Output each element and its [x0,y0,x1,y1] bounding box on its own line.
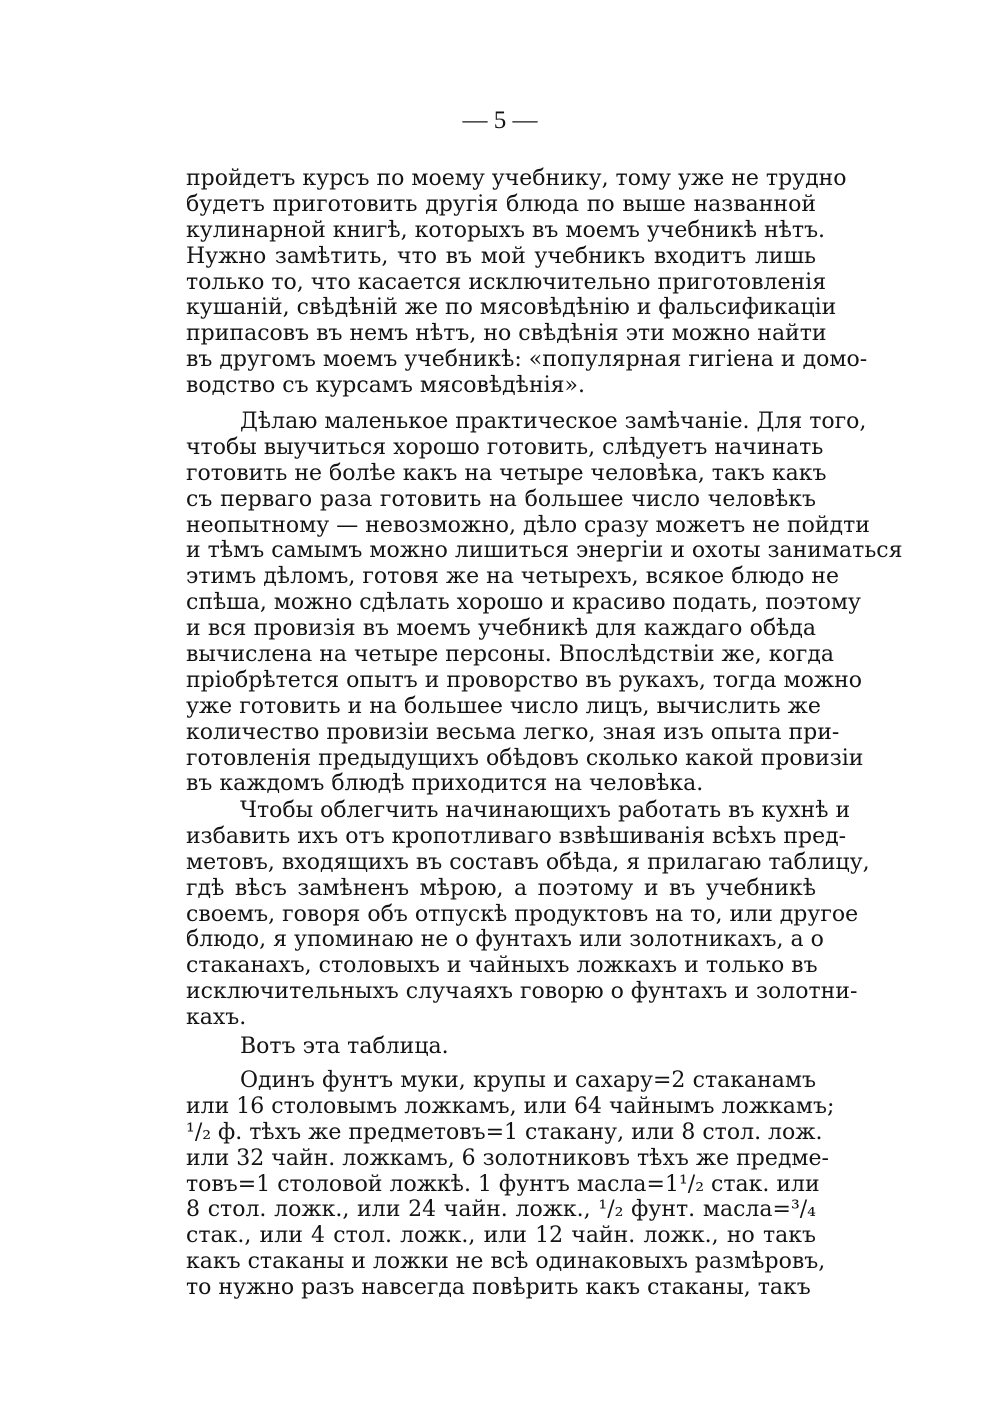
text-line: кулинарной книгѣ, которыхъ въ моемъ учебникѣ нѣтъ. [186,217,826,243]
text-line: съ перваго раза готовить на большее число человѣкъ [186,486,816,512]
text-line: чтобы выучиться хорошо готовить, слѣдуетъ начинать [186,434,824,460]
text-line: въ каждомъ блюдѣ приходится на человѣка. [186,771,704,797]
text-line: стак., или 4 стол. ложк., или 12 чайн. ложк., но такъ [186,1223,816,1249]
text-line: или 32 чайн. ложкамъ, 6 золотниковъ тѣхъ же предме- [186,1145,829,1171]
page-number: — 5 — [462,107,538,134]
paragraph-5 [186,1068,835,1301]
text-line: или 16 столовымъ ложкамъ, или 64 чайнымъ ложкамъ; [186,1093,835,1119]
text-line: въ другомъ моемъ учебникѣ: «популярная гигіена и домо- [186,347,868,373]
text-line: припасовъ въ немъ нѣтъ, но свѣдѣнія эти можно найти [186,321,827,347]
text-line: блюдо, я упоминаю не о фунтахъ или золотникахъ, а о [186,927,824,953]
text-line: готовленія предыдущихъ обѣдовъ сколько какой провизіи [186,745,864,771]
text-line: гдѣ вѣсъ замѣненъ мѣрою, а поэтому и въ учебникѣ [186,875,816,901]
text-line: водство съ курсамъ мясовѣдѣнія». [186,373,585,399]
text-line: то нужно разъ навсегда повѣрить какъ стаканы, такъ [186,1275,811,1301]
text-line: Нужно замѣтить, что въ мой учебникъ входитъ лишь [186,243,816,269]
text-line: кахъ. [186,1005,247,1031]
text-line: пройдетъ курсъ по моему учебнику, тому уже не трудно [186,166,847,191]
text-line: исключительныхъ случаяхъ говорю о фунтахъ и золотни- [186,979,858,1005]
text-line: какъ стаканы и ложки не всѣ одинаковыхъ размѣровъ, [186,1249,826,1275]
text-line: кушаній, свѣдѣній же по мясовѣдѣнію и фальсификаціи [186,295,837,321]
text-line: будетъ приготовить другія блюда по выше названной [186,191,816,217]
text-line: спѣша, можно сдѣлать хорошо и красиво подать, поэтому [186,590,861,616]
text-line: Вотъ эта таблица. [240,1034,449,1059]
text-line: этимъ дѣломъ, готовя же на четырехъ, всякое блюдо не [186,564,840,590]
text-line: 8 стол. ложк., или 24 чайн. ложк., ¹/₂ фунт. масла=³/₄ [186,1197,816,1223]
text-line: метовъ, входящихъ въ составъ обѣда, я прилагаю таблицу, [186,849,870,875]
text-line: своемъ, говоря объ отпускѣ продуктовъ на то, или другое [186,901,859,927]
text-line: ¹/₂ ф. тѣхъ же предметовъ=1 стакану, или 8 стол. лож. [186,1119,823,1145]
text-line: товъ=1 столовой ложкѣ. 1 фунтъ масла=1¹/₂ стак. или [186,1171,820,1197]
text-line: неопытному — невозможно, дѣло сразу можетъ не пойдти [186,512,870,538]
paragraph-3 [186,798,870,1031]
paragraph-2 [186,409,903,797]
text-line: уже готовить и на большее число лицъ, вычислить же [186,693,821,719]
paragraph-4 [186,1034,816,1060]
text-line: стаканахъ, столовыхъ и чайныхъ ложкахъ и только въ [186,953,818,979]
text-line: количество провизіи весьма легко, зная изъ опыта при- [186,719,840,745]
text-line: и тѣмъ самымъ можно лишиться энергіи и охоты заниматься [186,538,903,564]
text-line: Чтобы облегчить начинающихъ работать въ кухнѣ и [240,798,851,823]
paragraph-1 [186,166,868,399]
text-line: Дѣлаю маленькое практическое замѣчаніе. Для того, [240,409,867,434]
text-line: готовить не болѣе какъ на четыре человѣка, такъ какъ [186,460,827,486]
text-line: только то, что касается исключительно приготовленія [186,269,827,295]
text-line: избавить ихъ отъ кропотливаго взвѣшиванія всѣхъ пред- [186,823,847,849]
text-line: пріобрѣтется опытъ и проворство въ рукахъ, тогда можно [186,667,862,693]
text-line: вычислена на четыре персоны. Впослѣдствіи же, когда [186,642,834,668]
text-line: и вся провизія въ моемъ учебникѣ для каждаго обѣда [186,616,816,642]
text-line: Одинъ фунтъ муки, крупы и сахару=2 стаканамъ [240,1068,816,1093]
